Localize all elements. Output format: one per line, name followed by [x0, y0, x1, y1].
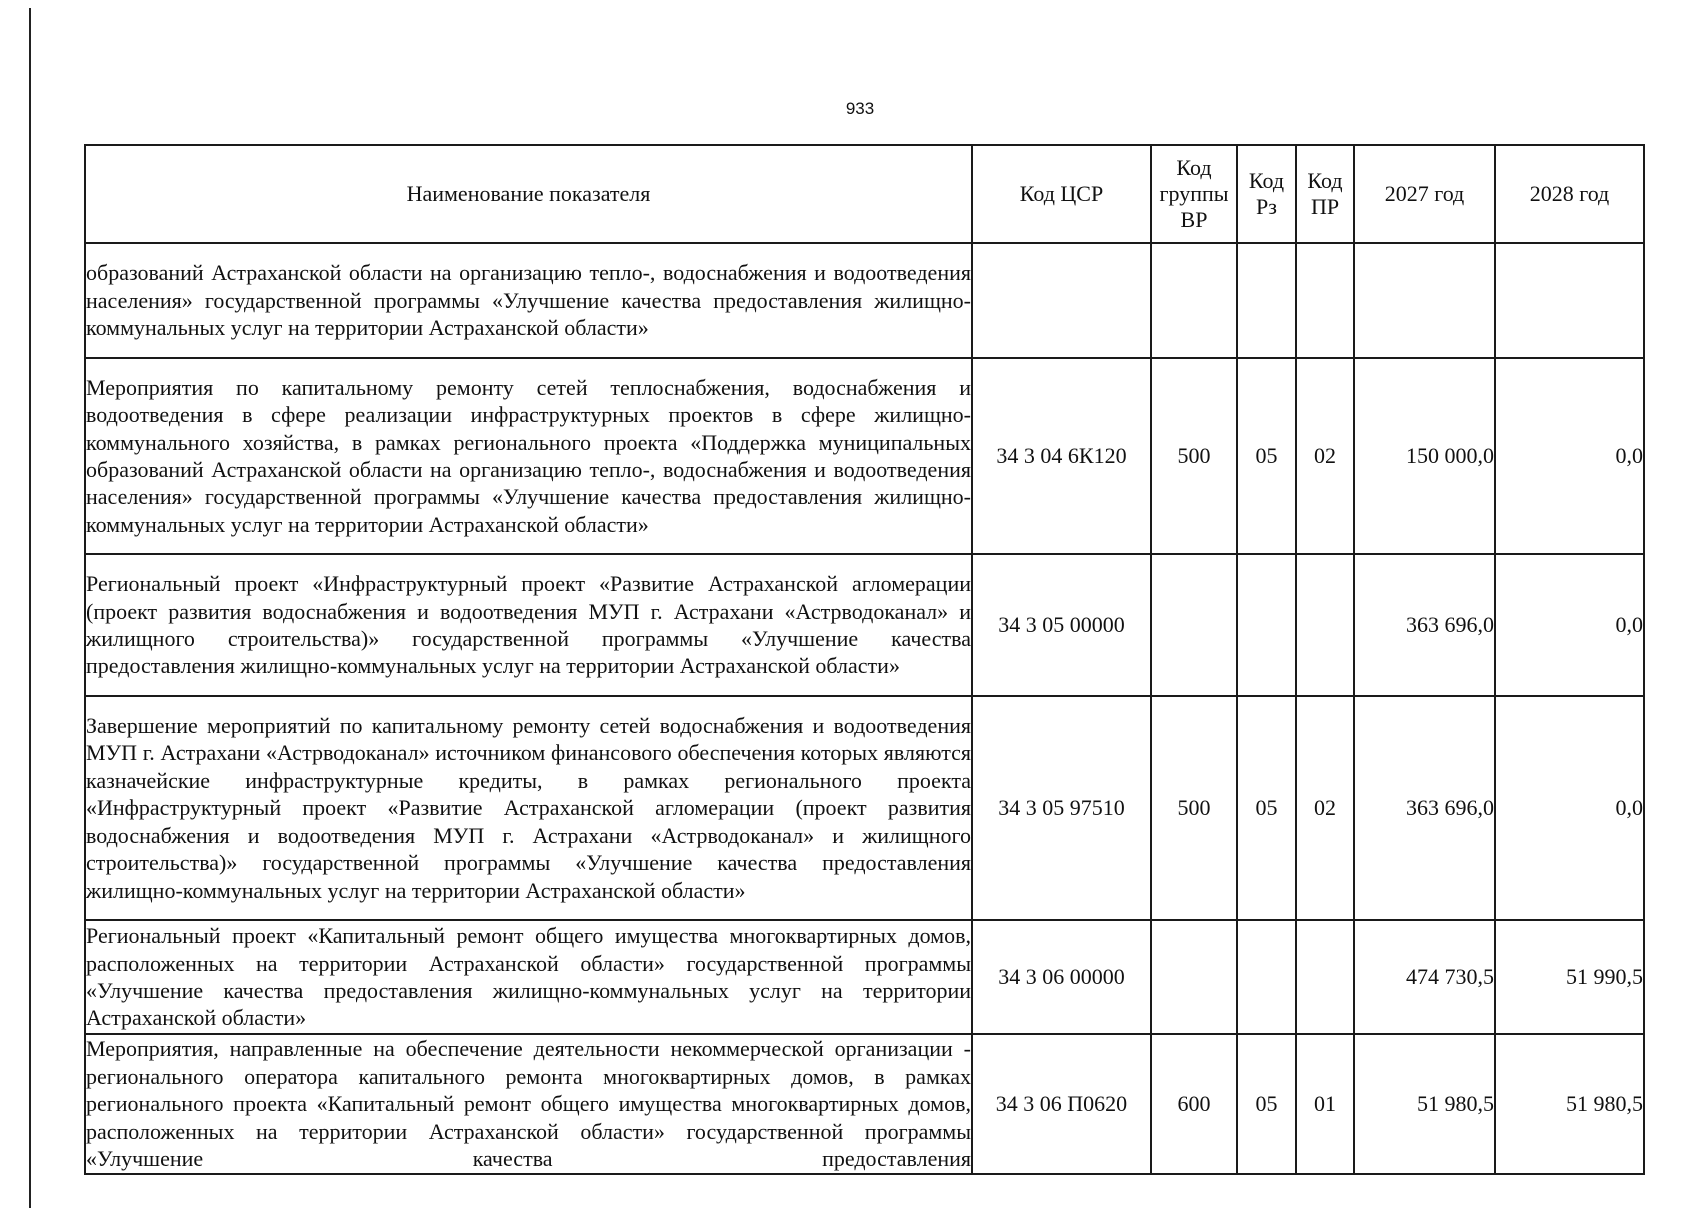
table-row: [85, 243, 1644, 358]
row-vr-code: 600: [1151, 1034, 1237, 1174]
table-row: [85, 920, 1644, 1034]
row-pr-code: [1296, 920, 1354, 1034]
table-row: [85, 554, 1644, 696]
row-name: Региональный проект «Капитальный ремонт общего имущества многоквартирных домов, расположенных на территории Астраханской области» государственной программы «Улучшение качества предоставления жилищно-коммунальных услуг на территории Астраханской области»: [85, 920, 972, 1034]
row-csr-code: 34 3 04 6К120: [972, 358, 1151, 554]
row-amount-2027: 363 696,0: [1354, 696, 1495, 920]
header-name: Наименование показателя: [85, 145, 972, 243]
row-csr-code: 34 3 06 П0620: [972, 1034, 1151, 1174]
row-amount-2028: 51 980,5: [1495, 1034, 1644, 1174]
row-name: Региональный проект «Инфраструктурный проект «Развитие Астраханской агломерации (проект развития водоснабжения и водоотведения МУП г. Астрахани «Астрводоканал» и жилищного строительства)» государственной программы «Улучшение качества предоставления жилищно-коммунальных услуг на территории Астраханской области»: [85, 554, 972, 696]
row-name: образований Астраханской области на организацию тепло-, водоснабжения и водоотведения населения» государственной программы «Улучшение качества предоставления жилищно-коммунальных услуг на территории Астраханской области»: [85, 243, 972, 358]
row-amount-2028: 51 990,5: [1495, 920, 1644, 1034]
row-rz-code: [1237, 554, 1296, 696]
row-amount-2028: [1495, 243, 1644, 358]
row-vr-code: [1151, 920, 1237, 1034]
row-pr-code: 02: [1296, 696, 1354, 920]
header-pr-code: Код ПР: [1296, 145, 1354, 243]
row-amount-2027: 474 730,5: [1354, 920, 1495, 1034]
table-row: [85, 1034, 1644, 1174]
row-csr-code: 34 3 05 00000: [972, 554, 1151, 696]
budget-table: [84, 144, 1645, 1175]
row-rz-code: 05: [1237, 358, 1296, 554]
table-row: [85, 358, 1644, 554]
header-rz-code: Код Рз: [1237, 145, 1296, 243]
table-header-row: [85, 145, 1644, 243]
row-amount-2028: 0,0: [1495, 358, 1644, 554]
row-rz-code: [1237, 243, 1296, 358]
row-amount-2027: [1354, 243, 1495, 358]
row-csr-code: 34 3 06 00000: [972, 920, 1151, 1034]
row-vr-code: [1151, 554, 1237, 696]
row-csr-code: 34 3 05 97510: [972, 696, 1151, 920]
row-rz-code: 05: [1237, 1034, 1296, 1174]
header-year-2027: 2027 год: [1354, 145, 1495, 243]
row-vr-code: 500: [1151, 696, 1237, 920]
row-rz-code: [1237, 920, 1296, 1034]
page-number: 933: [845, 99, 875, 118]
row-name: Мероприятия, направленные на обеспечение деятельности некоммерческой организации - регионального оператора капитального ремонта многоквартирных домов, в рамках регионального проекта «Капитальный ремонт общего имущества многоквартирных домов, расположенных на территории Астраханской области» государственной программы «Улучшение качества предоставления: [85, 1034, 972, 1174]
row-pr-code: 01: [1296, 1034, 1354, 1174]
row-csr-code: [972, 243, 1151, 358]
row-vr-code: [1151, 243, 1237, 358]
row-vr-code: 500: [1151, 358, 1237, 554]
header-year-2028: 2028 год: [1495, 145, 1644, 243]
row-name: Мероприятия по капитальному ремонту сетей теплоснабжения, водоснабжения и водоотведения в сфере реализации инфраструктурных проектов в сфере жилищно-коммунального хозяйства, в рамках регионального проекта «Поддержка муниципальных образований Астраханской области на организацию тепло-, водоснабжения и водоотведения населения» государственной программы «Улучшение качества предоставления жилищно-коммунальных услуг на территории Астраханской области»: [85, 358, 972, 554]
row-pr-code: [1296, 554, 1354, 696]
table-row: [85, 696, 1644, 920]
row-amount-2027: 363 696,0: [1354, 554, 1495, 696]
row-pr-code: 02: [1296, 358, 1354, 554]
row-amount-2027: 150 000,0: [1354, 358, 1495, 554]
row-amount-2028: 0,0: [1495, 554, 1644, 696]
row-pr-code: [1296, 243, 1354, 358]
row-amount-2028: 0,0: [1495, 696, 1644, 920]
header-csr-code: Код ЦСР: [972, 145, 1151, 243]
header-vr-code: Код группы ВР: [1151, 145, 1237, 243]
left-margin-line: [29, 8, 31, 1208]
row-rz-code: 05: [1237, 696, 1296, 920]
row-amount-2027: 51 980,5: [1354, 1034, 1495, 1174]
row-name: Завершение мероприятий по капитальному ремонту сетей водоснабжения и водоотведения МУП г. Астрахани «Астрводоканал» источником финансового обеспечения которых являются казначейские инфраструктурные кредиты, в рамках регионального проекта «Инфраструктурный проект «Развитие Астраханской агломерации (проект развития водоснабжения и водоотведения МУП г. Астрахани «Астрводоканал» и жилищного строительства)» государственной программы «Улучшение качества предоставления жилищно-коммунальных услуг на территории Астраханской области»: [85, 696, 972, 920]
